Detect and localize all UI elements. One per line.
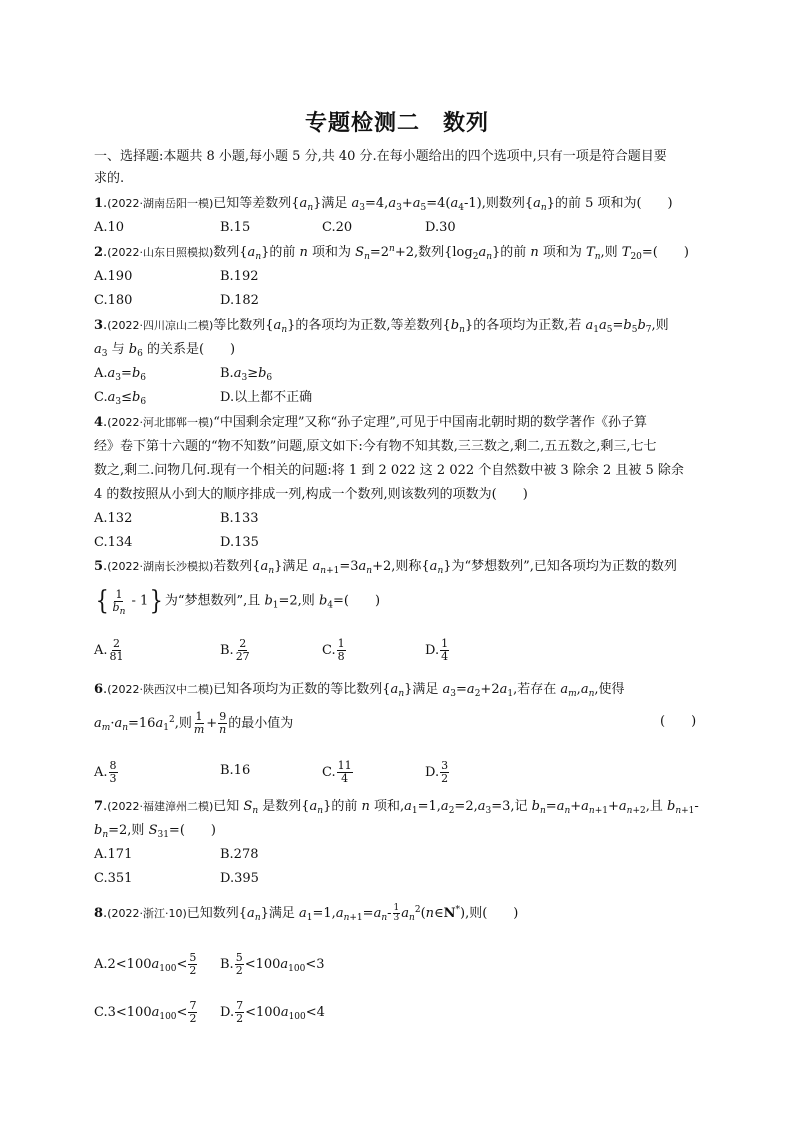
- question-source: (2022·浙江·10): [107, 907, 187, 920]
- question-7-stem-line-1: 7.(2022·福建漳州二模)已知 $S_n$ 是数列$\{a_n\}$的前 n 项和$,a_1=1,a_2=2,a_3=3$,记 $b_n=a_n+a_{n+1}+a_{n+2}$,且 $b_{n+1}-$: [94, 799, 699, 816]
- question-source: (2022·山东日照模拟): [107, 246, 214, 259]
- question-source: (2022·福建漳州二模): [107, 800, 214, 813]
- question-number: 4: [94, 415, 104, 430]
- option-c: C. $\frac{11}{4}$: [322, 759, 352, 785]
- option-b: B.15: [220, 220, 251, 235]
- question-source: (2022·湖南长沙模拟): [107, 560, 214, 573]
- question-1-stem: 1.(2022·湖南岳阳一模)已知等差数列$\{a_n\}$满足 $a_3=4,a_3+a_5=4(a_4-1)$,则数列$\{a_n\}$的前 5 项和为( ): [94, 196, 673, 213]
- question-source: (2022·河北邯郸一模): [107, 416, 214, 429]
- option-a: A.190: [94, 269, 133, 284]
- question-number: 2: [94, 245, 104, 260]
- question-number: 6: [94, 682, 104, 697]
- option-c: C. $\frac{1}{8}$: [322, 637, 345, 663]
- question-7-stem-line-2: $b_n=2$,则 $S_{31}=$( ): [94, 823, 216, 840]
- option-c: $C.a_3\le b_6$: [94, 390, 147, 407]
- option-a: A. $\frac{8}{3}$: [94, 759, 117, 785]
- option-b: B. $\frac{5}{2}$ $<100a_{100}<3$: [220, 951, 325, 977]
- question-number: 5: [94, 559, 104, 574]
- question-3-stem-line-1: 3.(2022·四川凉山二模)等比数列$\{a_n\}$的各项均为正数,等差数列$\{b_n\}$的各项均为正数,若 $a_1a_5=b_5b_7$,则: [94, 318, 669, 335]
- question-6-stem-line-1: 6.(2022·陕西汉中二模)已知各项均为正数的等比数列$\{a_n\}$满足 $a_3=a_2+2a_1$,若存在 $a_m,a_n$,使得: [94, 682, 625, 699]
- option-d: D.以上都不正确: [220, 390, 313, 405]
- section-intro-line-2: 求的.: [94, 171, 125, 186]
- option-d: D.135: [220, 535, 259, 550]
- option-d: D. $\frac{1}{4}$: [425, 637, 449, 663]
- option-d: D.30: [425, 220, 456, 235]
- option-c: $C.3<100a_{100}<$ $\frac{7}{2}$: [94, 999, 197, 1025]
- option-b: B.16: [220, 763, 251, 778]
- question-4-stem-line-2: 经》卷下第十六题的“物不知数”问题,原文如下:今有物不知其数,三三数之,剩二,五五数之,剩三,七七: [94, 439, 657, 454]
- question-6-stem-line-2: $a_m\cdot a_n=16a_1^2$,则 $\frac{1}{m}$ + $\frac{9}{n}$ 的最小值为: [94, 710, 294, 736]
- option-b: B.192: [220, 269, 259, 284]
- answer-bracket: ( ): [660, 714, 697, 729]
- option-a: $A.a_3=b_6$: [94, 366, 146, 383]
- option-c: C.351: [94, 871, 133, 886]
- question-8-stem: 8.(2022·浙江·10)已知数列$\{a_n\}$满足 $a_1=1,a_{n+1}=a_n-$ $\frac{1}{3}$ $a_n^2(n\in N^*)$,则( ): [94, 903, 519, 923]
- question-number: 8: [94, 906, 104, 921]
- question-source: (2022·四川凉山二模): [107, 319, 214, 332]
- question-5-stem-line-1: 5.(2022·湖南长沙模拟)若数列$\{a_n\}$满足 $a_{n+1}=3a_n+2$,则称$\{a_n\}$为“梦想数列”,已知各项均为正数的数列: [94, 559, 677, 576]
- question-source: (2022·湖南岳阳一模): [107, 197, 214, 210]
- question-4-stem-line-4: 4 的数按照从小到大的顺序排成一列,构成一个数列,则该数列的项数为( ): [94, 487, 528, 502]
- page-title: 专题检测二 数列: [304, 111, 489, 136]
- option-c: C.134: [94, 535, 133, 550]
- question-number: 7: [94, 799, 104, 814]
- option-d: D. $\frac{3}{2}$: [425, 759, 449, 785]
- option-b: B. $\frac{2}{27}$: [220, 637, 250, 663]
- option-a: A.171: [94, 847, 133, 862]
- option-d: D.395: [220, 871, 259, 886]
- question-number: 1: [94, 196, 104, 211]
- question-3-stem-line-2: $a_3$ 与 $b_6$ 的关系是( ): [94, 342, 236, 359]
- option-a: A. $\frac{2}{81}$: [94, 637, 124, 663]
- option-c: C.20: [322, 220, 353, 235]
- option-b: B.278: [220, 847, 259, 862]
- question-4-stem-line-1: 4.(2022·河北邯郸一模)“中国剩余定理”又称“孙子定理”,可见于中国南北朝时期的数学著作《孙子算: [94, 415, 647, 430]
- option-b: B.133: [220, 511, 259, 526]
- option-a: A.10: [94, 220, 125, 235]
- option-a: $A.2<100a_{100}<$ $\frac{5}{2}$: [94, 951, 197, 977]
- option-a: A.132: [94, 511, 133, 526]
- question-source: (2022·陕西汉中二模): [107, 683, 214, 696]
- question-number: 3: [94, 318, 104, 333]
- question-4-stem-line-3: 数之,剩二.问物几何.现有一个相关的问题:将 1 到 2 022 这 2 022 个自然数中被 3 除余 2 且被 5 除余: [94, 463, 684, 478]
- option-d: D. $\frac{7}{2}$ $<100a_{100}<4$: [220, 999, 325, 1025]
- question-2-stem: 2.(2022·山东日照模拟)数列$\{a_n\}$的前 n 项和为 $S_n=2^n+2$,数列$\{\log_2a_n\}$的前 n 项和为 $T_n$,则 $T_{20}=$( ): [94, 244, 689, 262]
- question-5-stem-line-2: { $\frac{1}{b_n}$ - 1} 为“梦想数列”,且 $b_1=2$,则 $b_4=$( ): [95, 586, 381, 617]
- option-d: D.182: [220, 293, 259, 308]
- section-intro-line-1: 一、选择题:本题共 8 小题,每小题 5 分,共 40 分.在每小题给出的四个选项中,只有一项是符合题目要: [94, 149, 667, 164]
- option-c: C.180: [94, 293, 133, 308]
- option-b: $B.a_3\ge b_6$: [220, 366, 273, 383]
